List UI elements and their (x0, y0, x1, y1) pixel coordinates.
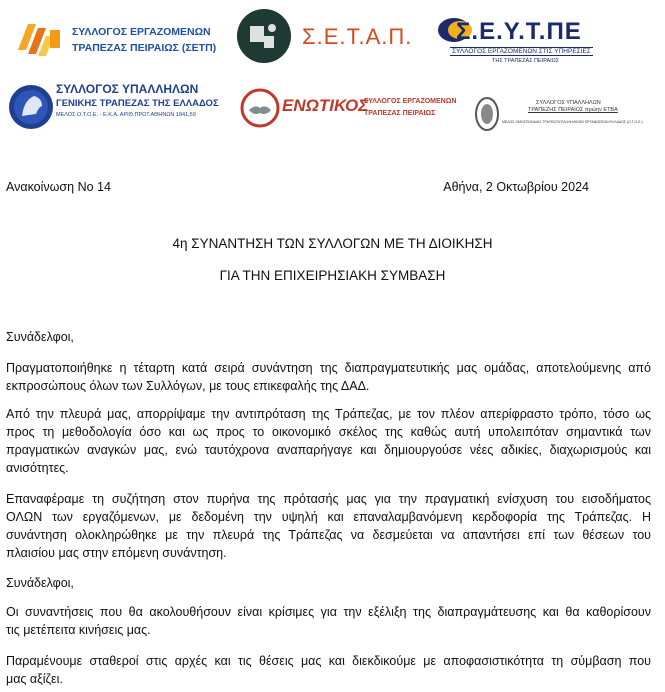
handshake-emblem-icon (240, 88, 280, 128)
enotikos-logo (240, 88, 457, 130)
etva-logo (474, 96, 654, 136)
greeting-1 (6, 328, 651, 346)
setp-logo (14, 14, 217, 66)
greeting-1-text: Συνάδελφοι, (6, 330, 74, 344)
setp-line1: ΣΥΛΛΟΓΟΣ ΕΡΓΑΖΟΜΕΝΩΝ (72, 26, 211, 38)
paragraph-line: Επαναφέραμε τη συζήτηση στον πυρήνα της πρότασής μας για την πραγματική ενίσχυση του εισοδήματος (6, 492, 651, 506)
paragraph-line: συνάντηση ολοκληρώθηκε με την πλευρά της Τράπεζας να δεσμεύεται να απαντήσει επί των θέσεων του (6, 528, 651, 542)
enotikos-line2: ΤΡΑΠΕΖΑΣ ΠΕΙΡΑΙΩΣ (364, 110, 436, 117)
paragraph-line: τις μετέπειτα κινήσεις μας. (6, 623, 151, 637)
sygte-line3: ΜΕΛΟΣ Ο.Τ.Ο.Ε. - Ε.Κ.Α. ΑΡΙΘ.ΠΡΩΤ.ΑΘΗΝΩΝ 1841,59 (56, 112, 196, 118)
paragraph-line: πλαισίου μας στην επόμενη συνάντηση. (6, 546, 227, 560)
sygte-logo (8, 78, 219, 136)
setp-emblem-icon (14, 20, 62, 60)
setap-text: Σ.Ε.Τ.Α.Π. (302, 24, 413, 49)
seytpe-sub2: ΤΗΣ ΤΡΑΠΕΖΑΣ ΠΕΙΡΑΙΩΣ (492, 58, 560, 64)
document-title-line2: ΓΙΑ ΤΗΝ ΕΠΙΧΕΙΡΗΣΙΑΚΗ ΣΥΜΒΑΣΗ (219, 268, 446, 283)
etva-line1: ΣΥΛΛΟΓΟΣ ΥΠΑΛΛΗΛΩΝ (536, 100, 601, 106)
paragraph-line: Παραμένουμε σταθεροί στις αρχές και τις θέσεις μας και διεκδικούμε με αποφασιστικότητα τη σύμβαση που (6, 654, 651, 668)
etva-emblem-icon (474, 96, 500, 132)
paragraph-4 (6, 603, 651, 639)
greeting-2-text: Συνάδελφοι, (6, 576, 74, 590)
enotikos-title: ΕΝΩΤΙΚΟΣ (282, 96, 369, 115)
sygte-line2: ΓΕΝΙΚΗΣ ΤΡΑΠΕΖΑΣ ΤΗΣ ΕΛΛΑΔΟΣ (56, 98, 219, 109)
paragraph-line: εκπροσώπους όλων των Συλλόγων, με τους επικεφαλής της ΔΑΔ. (6, 379, 370, 393)
etva-line2: ΤΡΑΠΕΖΗΣ ΠΕΙΡΑΙΩΣ πρώην ΕΤΒΑ (528, 107, 618, 113)
setap-emblem-icon (236, 8, 296, 64)
paragraph-line: πραγματικών αναγκών μας, ενώ ταυτόχρονα αναπαρήγαγε και δημιουργούσε νέες αδικίες, διαχωρισμούς και (6, 443, 651, 457)
enotikos-line1: ΣΥΛΛΟΓΟΣ ΕΡΓΑΖΟΜΕΝΩΝ (364, 98, 457, 105)
paragraph-line: Από την πλευρά μας, απορρίψαμε την αντιπρόταση της Τράπεζας, με τον πλέον απερίφραστο τρόπο, τόσο ως (6, 407, 651, 421)
setap-logo (236, 8, 411, 64)
setp-line2: ΤΡΑΠΕΖΑΣ ΠΕΙΡΑΙΩΣ (ΣΕΤΠ) (72, 42, 217, 54)
paragraph-line: Πραγματοποιήθηκε η τέταρτη κατά σειρά συνάντηση της διαπραγματευτικής μας ομάδας, αποτελούμενης από (6, 361, 651, 375)
paragraph-line: Οι συναντήσεις που θα ακολουθήσουν είναι κρίσιμες για την εξέλιξη της διαπραγμάτευσης και θα καθορίσουν (6, 605, 651, 619)
greeting-2 (6, 574, 651, 592)
athena-head-icon (8, 82, 54, 132)
etva-line3: ΜΕΛΟΣ ΟΜΟΣΠΟΝΔΙΑΣ ΤΡΑΠΕΖΟΥΠΑΛΛΗΛΙΚΩΝ ΟΡΓΑΝΩΣΕΩΝ ΕΛΛΑΔΟΣ (Ο.Τ.Ο.Ε.) (502, 120, 643, 124)
seytpe-text: Σ.Ε.Υ.Τ.ΠΕ (456, 18, 582, 45)
paragraph-5 (6, 652, 651, 688)
seytpe-sub1: ΣΥΛΛΟΓΟΣ ΕΡΓΑΖΟΜΕΝΩΝ ΣΤΙΣ ΥΠΗΡΕΣΙΕΣ (452, 48, 591, 55)
paragraph-line: ΟΛΩΝ των εργαζόμενων, με δεδομένη την υψηλή και επαναλαμβανόμενη κερδοφορία της Τράπεζας. Η (6, 510, 651, 524)
document-title-line1: 4η ΣΥΝΑΝΤΗΣΗ ΤΩΝ ΣΥΛΛΟΓΩΝ ΜΕ ΤΗ ΔΙΟΙΚΗΣΗ (172, 236, 493, 251)
announcement-number: Ανακοίνωση Νο 14 (6, 180, 111, 194)
sygte-line1: ΣΥΛΛΟΓΟΣ ΥΠΑΛΛΗΛΩΝ (56, 82, 199, 96)
paragraph-1 (6, 359, 651, 395)
announcement-date: Αθήνα, 2 Οκτωβρίου 2024 (443, 180, 589, 194)
paragraph-2 (6, 405, 651, 477)
paragraph-line: μας αξίζει. (6, 672, 63, 686)
paragraph-line: ανισότητες. (6, 461, 69, 475)
paragraph-3 (6, 490, 651, 562)
paragraph-line: προς τη μεθοδολογία όσο και ως προς το οικονομικό σκέλος της καθώς αυτή υπολειπόταν σημαντικά των (6, 425, 651, 439)
seytpe-logo (436, 14, 636, 64)
